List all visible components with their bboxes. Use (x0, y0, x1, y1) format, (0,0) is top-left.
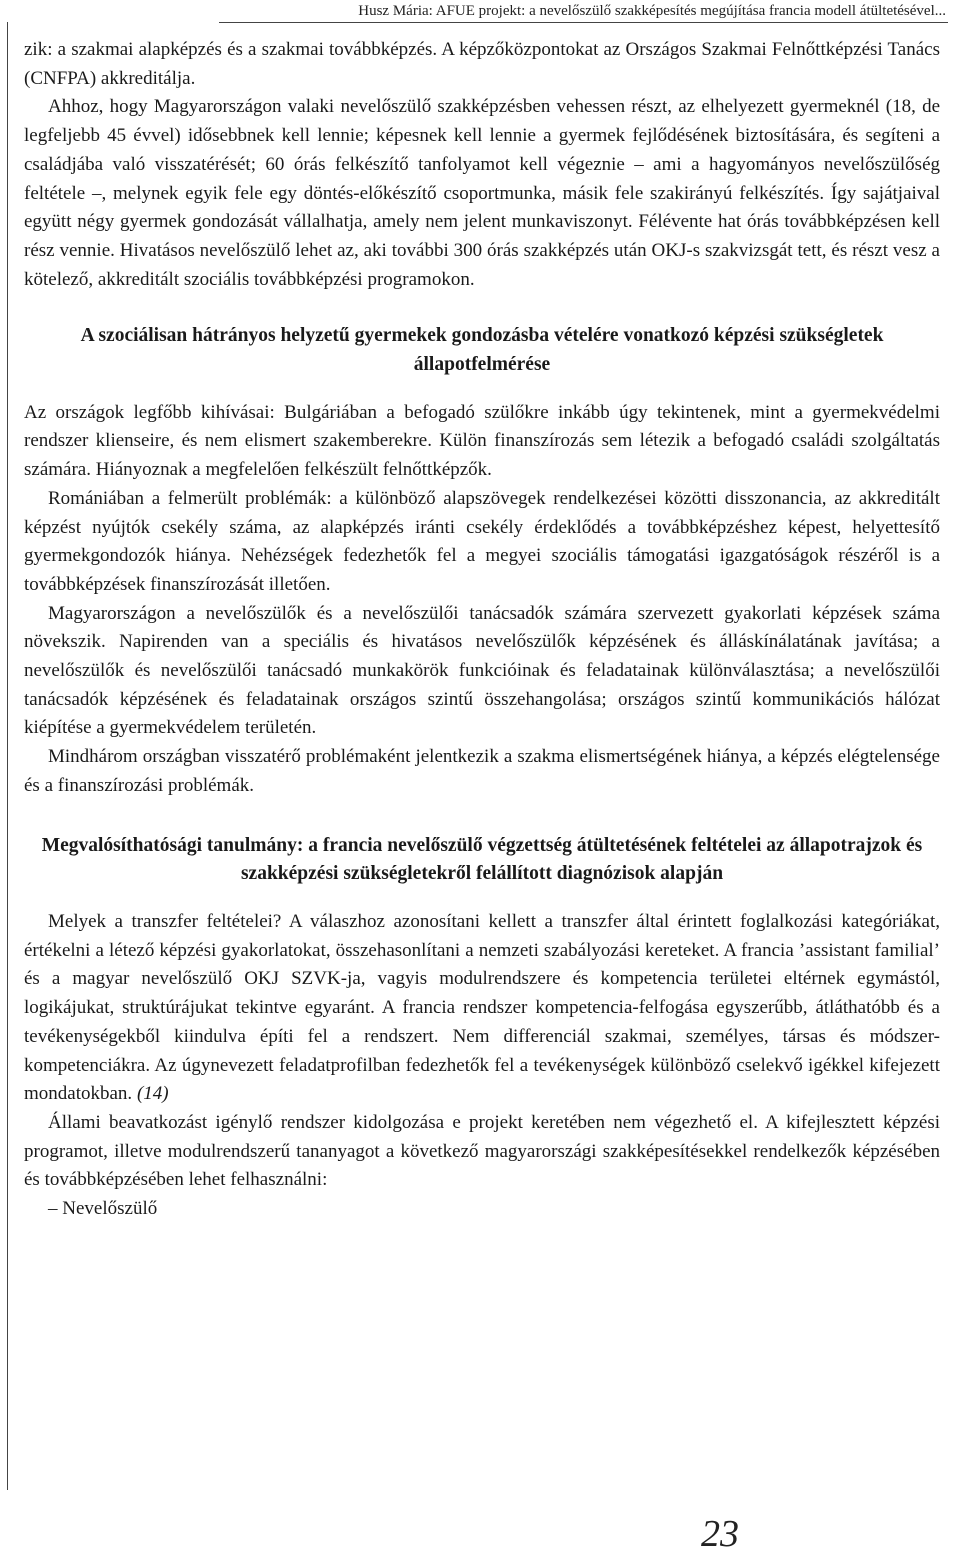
citation-reference: (14) (136, 1083, 169, 1105)
header-rule (219, 22, 948, 23)
margin-rule (7, 22, 8, 1490)
paragraph-transfer-conditions (24, 908, 940, 1109)
paragraph-transfer-text: Melyek a transzfer feltételei? A válaszhoz azonosítani kellett a transzfer által érintett foglalkozási kategóriákat, értékelni a létező képzési gyakorlatokat, összehasonlítani a nemzeti szabályozási kereteket. A francia ’assistant familial’ és a magyar nevelőszülő OKJ SZVK-ja, vagyis modulrendszere és kompetencia területei eltérnek egymástól, logikájukat, struktúrájukat tekintve egyaránt. A francia rendszer kompetencia-felfogása egyszerűbb, átláthatóbb és a tevékenységekből kiindulva építi fel a rendszert. Nem differenciál szakmai, személyes, társas és módszer-kompetenciákra. Az úgynevezett feladatprofilban fedezhetők fel a tevékenységek különböző cselekvő igékkel kifejezett mondatokban. (24, 910, 940, 1105)
paragraph-bulgaria: Az országok legfőbb kihívásai: Bulgáriában a befogadó szülőkre inkább úgy tekintenek, mint a gyermekvédelmi rendszer klienseire, és nem elismert szakemberekre. Külön finanszírozás sem létezik a befogadó családi szolgáltatás számára. Hiányoznak a megfelelően felkészült felnőttképzők. (24, 401, 940, 481)
page-number: 23 (701, 1513, 739, 1555)
list-item: – Nevelőszülő (48, 1198, 158, 1220)
paragraph-continuation: zik: a szakmai alapképzés és a szakmai továbbképzés. A képzőközpontokat az Országos Szakmai Felnőttképzési Tanács (CNFPA) akkreditálja. (24, 39, 940, 89)
section-heading-feasibility-study: Megvalósíthatósági tanulmány: a francia nevelőszülő végzettség átültetésének feltételei az állapotrajzok és szakképzési szükségletekről felállított diagnózisok alapján (41, 834, 923, 885)
paragraph-hungarian-requirements: Ahhoz, hogy Magyarországon valaki nevelőszülő szakképzésben vehessen részt, az elhelyezett gyermeknél (18, de legfeljebb 45 évvel) idősebbnek kell lennie; képesnek kell lennie a gyermek fejlődésének biztosítására, és segíteni a családjába való visszatérését; 60 órás felkészítő tanfolyamot kell végeznie – ami a hagyományos nevelőszülőség feltétele –, melynek egyik fele egy döntés-előkészítő csoportmunka, másik fele szakirányú felkészítés. Így sajátjaival együtt négy gyermek gondozását vállalhatja, amely nem jelent munkaviszonyt. Félévente hat órás továbbképzésen kell rész vennie. Hivatásos nevelőszülő lehet az, aki további 300 órás szakképzés után OKJ-s szakvizsgát tett, és részt vesz a kötelező, akkreditált szociális továbbképzési programokon. (24, 96, 940, 290)
section-heading-needs-assessment: A szociálisan hátrányos helyzetű gyermekek gondozásba vételére vonatkozó képzési szükségletek állapotfelmérése (80, 325, 884, 376)
running-header (0, 0, 960, 22)
paragraph-common-problems: Mindhárom országban visszatérő problémaként jelentkezik a szakma elismertségének hiánya, a képzés elégtelensége és a finanszírozási problémák. (24, 746, 940, 796)
paragraph-romania: Romániában a felmerült problémák: a különböző alapszövegek rendelkezései közötti disszonancia, az akkreditált képzést nyújtók csekély száma, az alapképzés iránti csekély érdeklődés a továbbképzéshez képest, helyettesítő gyermekgondozók hiánya. Nehézségek fedezhetők fel a megyei szociális támogatási igazgatóságok részéről is a továbbképzések finanszírozását illetően. (24, 487, 940, 595)
paragraph-hungary: Magyarországon a nevelőszülők és a nevelőszülői tanácsadók számára szervezett gyakorlati képzések száma növekszik. Napirenden van a speciális és hivatásos nevelőszülők képzésének és álláskínálatának javítása; a nevelőszülők és nevelőszülői tanácsadó munkakörök funkcióinak és feladatainak különválasztása; a nevelőszülői tanácsadók képzésének és feladatainak országos szintű összehangolása; országos szintű kommunikációs hálózat kiépítése a gyermekvédelem területén. (24, 602, 940, 739)
paragraph-state-intervention: Állami beavatkozást igénylő rendszer kidolgozása e projekt keretében nem végezhető el. A kifejlesztett képzési programot, illetve modulrendszerű tananyagot a következő magyarországi szakképesítésekkel rendelkezők képzésében és továbbképzésében lehet felhasználni: (24, 1111, 940, 1191)
page-body (24, 36, 940, 1224)
running-title: Husz Mária: AFUE projekt: a nevelőszülő szakképesítés megújítása francia modell átültetésével... (358, 3, 946, 19)
